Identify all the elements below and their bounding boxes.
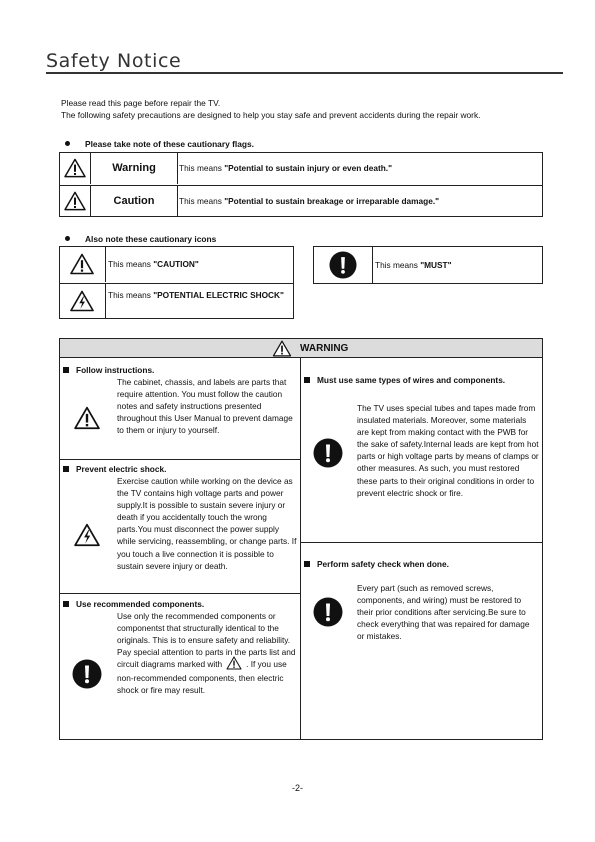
- warning-header: [60, 339, 542, 358]
- intro-text: [61, 97, 541, 121]
- section-title-wires: [304, 375, 505, 385]
- section-title-label: Must use same types of wires and components.: [317, 375, 506, 385]
- icon-description: [108, 289, 290, 301]
- icon-row-shock: [60, 283, 293, 319]
- section-body: The cabinet, chassis, and labels are parts that require attention. You must follow the caution notes and safety instructions presented throughout this User Manual to prevent damage to them or injury to yourself.: [117, 377, 293, 436]
- icon-description: [375, 247, 557, 283]
- icon-row-caution: [60, 247, 293, 282]
- square-bullet: [304, 377, 310, 383]
- section-title-components: [63, 599, 204, 609]
- section-divider: [60, 459, 300, 460]
- flag-row-warning: [60, 153, 542, 184]
- warning-header-content: [272, 339, 348, 357]
- warning-triangle-icon: [272, 340, 292, 357]
- icon-meaning: "MUST": [420, 260, 452, 270]
- icons-heading-label: Also note these cautionary icons: [85, 234, 217, 244]
- warning-triangle-icon: [60, 186, 91, 217]
- bullet-dot: [65, 141, 70, 146]
- section-title-label: Prevent electric shock.: [76, 464, 167, 474]
- must-icon: [313, 597, 343, 627]
- square-bullet: [63, 466, 69, 472]
- section-title-label: Use recommended components.: [76, 599, 205, 609]
- must-icon: [313, 438, 343, 468]
- must-icon-table: [313, 246, 543, 284]
- flags-heading: [65, 139, 254, 149]
- page-title: Safety Notice: [46, 50, 182, 72]
- flag-meaning: "Potential to sustain injury or even death.": [224, 163, 393, 173]
- section-body: The TV uses special tubes and tapes made from insulated materials. Moreover, some materials are kept from making contact with the PWB for the sake of safety.Internal leads are kept from hot parts or high voltage parts by means of clamps or other measures. As such, you must restored these parts to their original conditions in order to prevent electric shock or fire.: [357, 403, 539, 498]
- caution-triangle-icon: [60, 247, 106, 282]
- flag-description: [179, 186, 439, 217]
- section-body: Exercise caution while working on the device as the TV contains high voltage parts and power supply.It is possible to sustain severe injury or death if you accidentally touch the wrong parts.You must disconnect the power supply while servicing, reassembling, or change parts. If you touch a live connection it is possible to sustain severe injury or death.: [117, 476, 297, 571]
- section-body-text: . If you use non-recommended components, then electric shock or fire may result.: [117, 659, 287, 696]
- electric-shock-icon: [74, 523, 100, 547]
- section-title-check: [304, 559, 449, 569]
- flag-meaning: "Potential to sustain breakage or irreparable damage.": [224, 196, 440, 206]
- square-bullet: [304, 561, 310, 567]
- caution-triangle-icon: [74, 406, 100, 430]
- section-divider: [301, 542, 542, 543]
- title-divider: [46, 72, 563, 74]
- cautionary-flags-table: [59, 152, 543, 217]
- section-body-text: Use only the recommended components or componentst that structurally identical to the originals. This is to ensure safety and reliability. Pay special attention to parts in the parts list and circuit diagrams marked with: [117, 611, 296, 670]
- electric-shock-icon: [60, 284, 106, 319]
- warning-triangle-icon: [60, 153, 91, 184]
- section-divider: [60, 593, 300, 594]
- must-icon: [314, 247, 373, 283]
- flag-description: [179, 153, 392, 184]
- page-number: -2-: [292, 783, 303, 793]
- warning-header-label: WARNING: [300, 343, 349, 354]
- flag-prefix: This means: [179, 196, 225, 206]
- flag-name: Warning: [91, 153, 178, 184]
- flag-prefix: This means: [179, 163, 225, 173]
- icon-meaning: "POTENTIAL ELECTRIC SHOCK": [153, 290, 284, 300]
- intro-line: The following safety precautions are designed to help you stay safe and prevent accidents during the repair work.: [61, 110, 481, 120]
- icon-prefix: This means: [108, 290, 154, 300]
- bullet-dot: [65, 236, 70, 241]
- caution-triangle-icon: [226, 656, 242, 670]
- section-title-label: Perform safety check when done.: [317, 559, 449, 569]
- section-title-follow: [63, 365, 154, 375]
- must-icon: [72, 659, 102, 689]
- column-divider: [300, 358, 301, 739]
- icon-meaning: "CAUTION": [153, 259, 199, 269]
- flag-name: Caution: [91, 186, 178, 217]
- warning-box: [59, 338, 543, 740]
- icon-prefix: This means: [375, 260, 421, 270]
- icon-description: [108, 247, 290, 282]
- section-body: Every part (such as removed screws, components, and wiring) must be restored to their prior conditions after servicing.Be sure to check everything that was repaired for damage or mistakes.: [357, 583, 530, 642]
- flags-heading-label: Please take note of these cautionary flags.: [85, 139, 254, 149]
- icon-prefix: This means: [108, 259, 154, 269]
- section-body: [117, 610, 300, 697]
- square-bullet: [63, 367, 69, 373]
- intro-line: Please read this page before repair the TV.: [61, 98, 221, 108]
- cautionary-icons-table: [59, 246, 294, 319]
- square-bullet: [63, 601, 69, 607]
- section-title-shock: [63, 464, 166, 474]
- section-title-label: Follow instructions.: [76, 365, 155, 375]
- icons-heading: [65, 234, 216, 244]
- flag-row-caution: [60, 185, 542, 217]
